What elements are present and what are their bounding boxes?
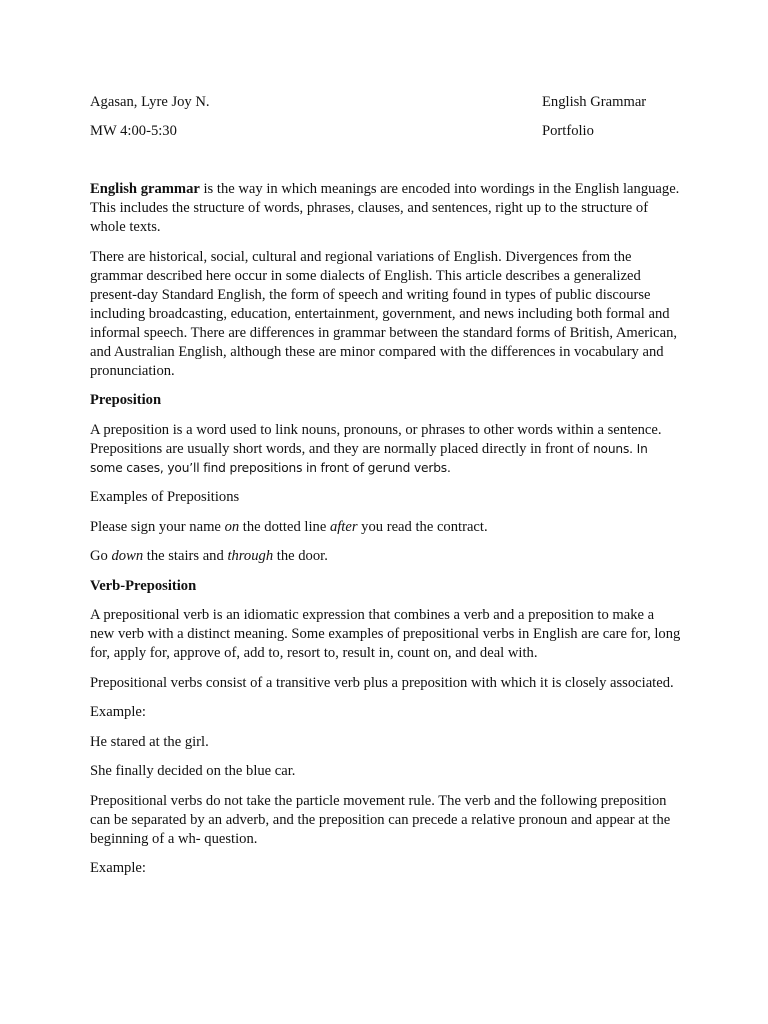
particle-movement-paragraph: Prepositional verbs do not take the particle movement rule. The verb and the following preposition can be separated by an adverb, and the preposition can precede a relative pronoun and appear at the beginning of a wh- question. (90, 792, 671, 847)
intro-text: is the way in which meanings are encoded into wordings in the English language. This includes the structure of words, phrases, clauses, and sentences, right up to the structure of whole texts. (90, 181, 680, 235)
example-1-part-a: Please sign your name (90, 518, 225, 535)
preposition-example-2 (90, 547, 682, 566)
verb-preposition-definition: A prepositional verb is an idiomatic expression that combines a verb and a preposition to make a new verb with a distinct meaning. Some examples of prepositional verbs in English are care for, long for, apply for, approve of, add to, resort to, result in, count on, and deal with. (90, 607, 681, 661)
class-schedule: MW 4:00-5:30 (90, 123, 177, 139)
example-2-part-c: the stairs and (143, 548, 228, 564)
header-row-1 (90, 92, 680, 112)
preposition-example-1 (90, 518, 682, 537)
document-type: Portfolio (542, 123, 594, 139)
prepositions-examples-label: Examples of Prepositions (90, 489, 240, 505)
subject-title: English Grammar (542, 94, 647, 110)
verb-preposition-consist: Prepositional verbs consist of a transitive verb plus a preposition with which it is closely associated. (90, 674, 674, 691)
example-1-part-e: you read the contract. (357, 518, 488, 535)
document-body (90, 180, 682, 889)
author-name: Agasan, Lyre Joy N. (90, 94, 210, 110)
preposition-heading: Preposition (90, 392, 162, 408)
example-2-part-e: the door. (273, 548, 328, 564)
example-2-preposition-down: down (111, 548, 144, 564)
document-header (90, 92, 680, 141)
preposition-definition (90, 421, 682, 478)
variations-paragraph: There are historical, social, cultural and regional variations of English. Divergences from the grammar described here occur in some dialects of English. This article describes a generalized present-day Standard English, the form of speech and writing found in types of public discourse including broadcasting, education, entertainment, government, and news including both formal and informal speech. There are differences in grammar between the standard forms of British, American, and Australian English, although these are minor compared with the differences in vocabulary and pronunciation. (90, 248, 678, 379)
example-1-part-c: the dotted line (239, 518, 330, 535)
verb-preposition-example-label: Example: (90, 704, 146, 720)
intro-paragraph (90, 180, 682, 237)
verb-preposition-example-2: She finally decided on the blue car. (90, 763, 296, 779)
preposition-definition-text: A preposition is a word used to link nouns, pronouns, or phrases to other words within a sentence. Prepositions are usually short words, and they are normally placed directly in front of (90, 421, 662, 457)
verb-preposition-heading: Verb-Preposition (90, 577, 197, 594)
header-row-2 (90, 121, 680, 141)
example-2-preposition-through: through (227, 548, 274, 564)
example-1-preposition-on: on (224, 518, 240, 535)
example-2-part-a: Go (90, 548, 112, 564)
intro-term: English grammar (90, 181, 200, 197)
example-1-preposition-after: after (329, 518, 358, 535)
verb-preposition-example-label-2: Example: (90, 860, 146, 876)
preposition-definition-tail: nouns. In some cases, you’ll find prepositions in front of gerund verbs. (90, 441, 648, 475)
verb-preposition-example-1: He stared at the girl. (90, 733, 209, 750)
